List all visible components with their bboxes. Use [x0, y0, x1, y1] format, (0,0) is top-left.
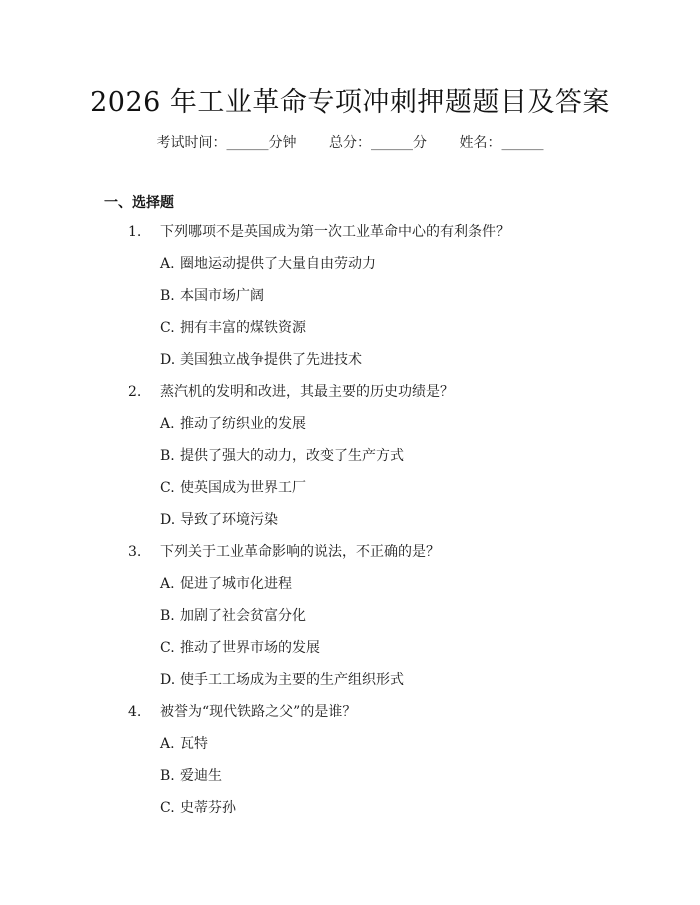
- page-title: 2026 年工业革命专项冲刺押题题目及答案: [90, 87, 610, 118]
- option-label: A.: [160, 256, 175, 272]
- option-label: C.: [160, 320, 175, 336]
- option-item: [0, 799, 700, 831]
- option-label: D.: [160, 352, 176, 368]
- option-item: [0, 511, 700, 543]
- question-text: 下列关于工业革命影响的说法，不正确的是？: [160, 544, 440, 560]
- option-item: [0, 767, 700, 799]
- option-item: [0, 351, 700, 383]
- question-item: [0, 703, 700, 735]
- option-text: 提供了强大的动力，改变了生产方式: [180, 448, 404, 464]
- option-item: [0, 639, 700, 671]
- option-text: 史蒂芬孙: [180, 800, 236, 816]
- option-item: [0, 447, 700, 479]
- option-text: 本国市场广阔: [180, 288, 264, 304]
- option-item: [0, 671, 700, 703]
- option-label: B.: [160, 768, 175, 784]
- option-item: [0, 575, 700, 607]
- option-item: [0, 479, 700, 511]
- option-text: 促进了城市化进程: [180, 576, 292, 592]
- option-label: A.: [160, 416, 175, 432]
- question-item: [0, 543, 700, 575]
- exam-meta: [0, 132, 700, 152]
- exam-time-field: 考试时间：______分钟: [156, 135, 297, 151]
- option-text: 美国独立战争提供了先进技术: [180, 352, 362, 368]
- option-text: 推动了纺织业的发展: [180, 416, 306, 432]
- option-label: A.: [160, 576, 175, 592]
- option-label: B.: [160, 608, 175, 624]
- question-text: 下列哪项不是英国成为第一次工业革命中心的有利条件？: [160, 224, 510, 240]
- option-item: [0, 319, 700, 351]
- option-text: 加剧了社会贫富分化: [180, 608, 306, 624]
- option-text: 爱迪生: [180, 768, 222, 784]
- option-label: A.: [160, 736, 175, 752]
- option-text: 导致了环境污染: [180, 512, 278, 528]
- option-text: 圈地运动提供了大量自由劳动力: [180, 256, 376, 272]
- option-text: 使英国成为世界工厂: [180, 480, 306, 496]
- option-item: [0, 255, 700, 287]
- question-number: 4.: [128, 704, 142, 720]
- option-label: B.: [160, 288, 175, 304]
- option-item: [0, 415, 700, 447]
- question-number: 2.: [128, 384, 142, 400]
- option-item: [0, 735, 700, 767]
- section-heading: 一、选择题: [104, 195, 174, 211]
- question-text: 蒸汽机的发明和改进，其最主要的历史功绩是？: [160, 384, 454, 400]
- option-label: D.: [160, 512, 176, 528]
- question-item: [0, 383, 700, 415]
- question-number: 1.: [128, 224, 142, 240]
- option-label: D.: [160, 672, 176, 688]
- option-text: 拥有丰富的煤铁资源: [180, 320, 306, 336]
- option-text: 推动了世界市场的发展: [180, 640, 320, 656]
- exam-score-field: 总分：______分: [329, 135, 427, 151]
- option-text: 使手工工场成为主要的生产组织形式: [180, 672, 404, 688]
- question-item: [0, 223, 700, 255]
- option-label: B.: [160, 448, 175, 464]
- question-number: 3.: [128, 544, 142, 560]
- option-label: C.: [160, 800, 175, 816]
- option-text: 瓦特: [180, 736, 208, 752]
- option-label: C.: [160, 480, 175, 496]
- question-text: 被誉为“现代铁路之父”的是谁？: [160, 704, 357, 720]
- option-item: [0, 607, 700, 639]
- exam-name-field: 姓名：______: [459, 135, 544, 151]
- question-list: [0, 223, 700, 831]
- option-item: [0, 287, 700, 319]
- option-label: C.: [160, 640, 175, 656]
